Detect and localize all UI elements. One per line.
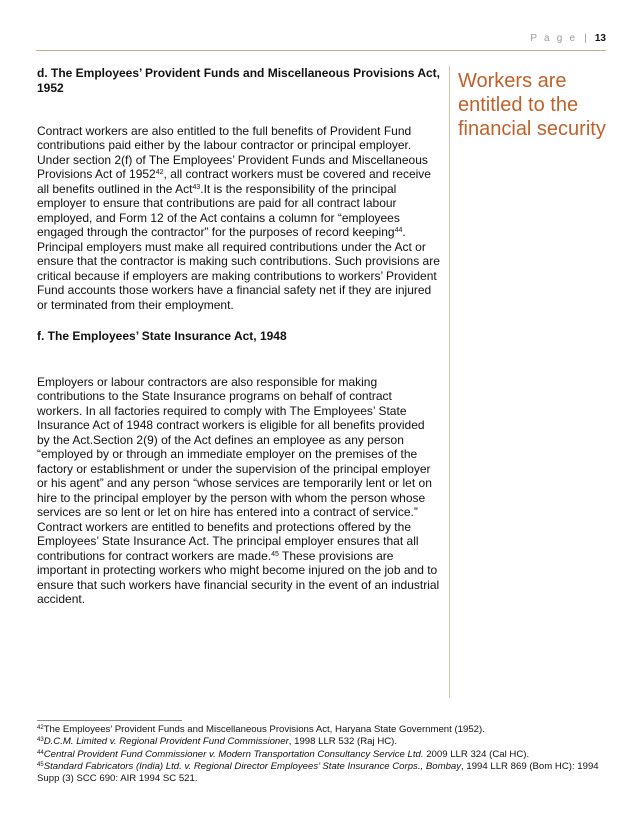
section-d-text-a: Contract workers are also entitled to the full benefits of Provident Fund contributions paid either by the labour contractor or principal employer. Under section 2(f) of The Employees’ Provident Funds and Miscellaneous Provisions Act of 1952 bbox=[37, 123, 428, 182]
footnote-number: 44 bbox=[37, 749, 44, 756]
sidebar-pull-quote: Workers are entitled to the financial security bbox=[458, 70, 606, 140]
section-f-paragraph bbox=[37, 375, 440, 607]
section-d-text-b: , all contract workers must be covered and receive all benefits outlined in the Act bbox=[37, 167, 431, 196]
section-d-text-d: . Principal employers must make all required contributions under the Act or ensure that the contractor is making such contributions. Such provisions are critical because if employers are making contributions to workers’ Provident Fund accounts those workers have a financial safety net if they are injured or terminated from their employment. bbox=[37, 225, 440, 312]
footnote-case-title: D.C.M. Limited v. Regional Provident Fund Commissioner bbox=[43, 736, 289, 748]
sidebar-divider bbox=[449, 66, 450, 698]
footnote-case-title: Standard Fabricators (India) Ltd. v. Regional Director Employees’ State Insurance Corps., Bombay bbox=[43, 760, 462, 772]
footnote-rule bbox=[37, 720, 182, 721]
footnote-ref-43[interactable]: 43 bbox=[192, 183, 201, 191]
section-f-text-b: These provisions are important in protecting workers who might become injured on the job and to ensure that such workers have financial security in the event of an industrial accident. bbox=[37, 548, 440, 607]
footnote-item bbox=[37, 749, 609, 761]
section-d-heading: d. The Employees’ Provident Funds and Miscellaneous Provisions Act, 1952 bbox=[37, 66, 440, 95]
main-content bbox=[37, 66, 440, 607]
footnote-text: , 1994 LLR 869 (Bom HC): 1994 Supp (3) SCC 690: AIR 1994 SC 521. bbox=[37, 760, 599, 785]
page-separator: | bbox=[584, 33, 587, 44]
section-d-text-c: .It is the responsibility of the principal employer to ensure that contributions are paid for all contract labour employed, and Form 12 of the Act contains a column for “employees engaged through the contractor” for the purposes of record keeping bbox=[37, 181, 400, 240]
footnote-text: 2009 LLR 324 (Cal HC). bbox=[423, 748, 530, 760]
footnote-ref-44[interactable]: 44 bbox=[394, 227, 403, 235]
footnote-number: 43 bbox=[37, 737, 44, 744]
page-number: 13 bbox=[594, 33, 606, 44]
page-header bbox=[530, 33, 606, 44]
header-rule bbox=[36, 50, 606, 51]
footnote-case-title: Central Provident Fund Commissioner v. Modern Transportation Consultancy Service Ltd. bbox=[43, 748, 424, 760]
footnote-text: The Employees’ Provident Funds and Miscellaneous Provisions Act, Haryana State Government (1952). bbox=[43, 724, 485, 735]
footnote-ref-42[interactable]: 42 bbox=[155, 169, 164, 177]
footnote-ref-45[interactable]: 45 bbox=[271, 550, 279, 558]
section-f-heading: f. The Employees’ State Insurance Act, 1948 bbox=[37, 329, 287, 344]
footnote-item bbox=[37, 724, 609, 736]
footnote-item bbox=[37, 761, 609, 786]
section-f-text-a: Employers or labour contractors are also responsible for making contributions to the State Insurance programs on behalf of contract workers. In all factories required to comply with The Employees’ State Insurance Act of 1948 contract workers is eligible for all benefits provided by the Act.Section 2(9) of the Act defines an employee as any person “employed by or through an immediate employer on the premises of the factory or establishment or under the supervision of the principal employer or his agent” and any person “whose services are temporarily lent or let on hire to the principal employer by the person with whom the person whose services are so lent or let on hire has entered into a contract of service.” Contract workers are entitled to benefits and protections offered by the Employees’ State Insurance Act. The principal employer ensures that all contributions for contract workers are made. bbox=[37, 374, 432, 563]
footnote-number: 45 bbox=[37, 761, 44, 768]
footnotes bbox=[37, 724, 609, 785]
section-d-paragraph bbox=[37, 124, 440, 313]
footnote-text: , 1998 LLR 532 (Raj HC). bbox=[288, 736, 398, 748]
footnote-number: 42 bbox=[37, 725, 44, 731]
page-label: P a g e bbox=[530, 33, 578, 44]
footnote-item bbox=[37, 736, 609, 748]
